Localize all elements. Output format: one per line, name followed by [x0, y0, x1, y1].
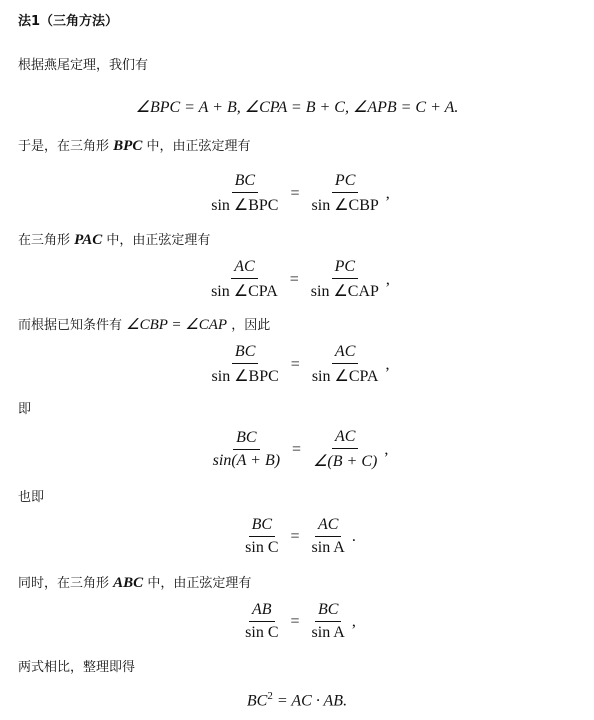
fraction: $\frac{BC}{\sin(A + B)}$: [212, 429, 281, 469]
paragraph-7-triangle: ABC: [113, 575, 144, 591]
fraction: $\frac{AC}{\text{sin ∠CPA}}$: [211, 258, 278, 300]
paragraph-2-pre: 于是，在三角形: [18, 139, 110, 154]
fraction: $\frac{BC}{\text{sin A}}$: [311, 601, 345, 641]
fraction: $\frac{BC}{\text{sin ∠BPC}}$: [211, 343, 279, 385]
equation-4: $\frac{BC}{\text{sin ∠BPC}}$ = $\frac{AC}{\text{sin ∠CPA}}$ ,: [0, 343, 594, 386]
paragraph-4: [18, 317, 270, 334]
fraction: $\frac{AC}{\angle(B + C)}$: [313, 428, 378, 470]
paragraph-3-triangle: PAC: [74, 232, 103, 248]
fraction: $\frac{BC}{\text{sin C}}$: [245, 516, 279, 556]
paragraph-8: 两式相比，整理即得: [18, 660, 136, 675]
equation-7: $\frac{AB}{\text{sin C}}$ = $\frac{BC}{\text{sin A}}$ ,: [0, 601, 594, 642]
paragraph-6: 也即: [18, 490, 45, 505]
equation-1: ∠BPC = A + B, ∠CPA = B + C, ∠APB = C + A.: [135, 99, 459, 116]
equation-3: $\frac{AC}{\text{sin ∠CPA}}$ = $\frac{PC}{\text{sin ∠CAP}}$ ,: [0, 258, 594, 301]
paragraph-7-pre: 同时，在三角形: [18, 576, 110, 591]
fraction: $\frac{AC}{\text{sin A}}$: [311, 516, 345, 556]
paragraph-2: [18, 138, 251, 155]
fraction: $\frac{PC}{\text{sin ∠CBP}}$: [311, 172, 379, 214]
paragraph-4-math: ∠CBP = ∠CAP: [126, 317, 228, 333]
paragraph-4-post: ，因此: [231, 318, 271, 333]
fraction: $\frac{PC}{\text{sin ∠CAP}}$: [310, 258, 379, 300]
fraction: $\frac{AC}{\text{sin ∠CPA}}$: [311, 343, 379, 385]
paragraph-7: [18, 575, 251, 592]
paragraph-1: 根据燕尾定理，我们有: [18, 58, 149, 73]
equation-8: $BC^2$ = AC · AB.: [246, 690, 348, 710]
paragraph-2-triangle: BPC: [113, 138, 143, 154]
paragraph-5: 即: [18, 402, 32, 417]
paragraph-3: [18, 232, 210, 249]
fraction: $\frac{AB}{\text{sin C}}$: [245, 601, 279, 641]
equation-6: $\frac{BC}{\text{sin C}}$ = $\frac{AC}{\text{sin A}}$ .: [0, 516, 594, 557]
section-heading: 法1（三角方法）: [18, 14, 119, 29]
equation-5: $\frac{BC}{\sin(A + B)}$ = $\frac{AC}{\angle(B + C)}$ ,: [0, 428, 594, 471]
paragraph-4-pre: 而根据已知条件有: [18, 318, 123, 333]
paragraph-7-post: 中，由正弦定理有: [147, 576, 252, 591]
fraction: $\frac{BC}{\text{sin ∠BPC}}$: [211, 172, 279, 214]
paragraph-3-post: 中，由正弦定理有: [106, 233, 211, 248]
paragraph-2-post: 中，由正弦定理有: [146, 139, 251, 154]
paragraph-3-pre: 在三角形: [18, 233, 71, 248]
equation-2: $\frac{BC}{\text{sin ∠BPC}}$ = $\frac{PC}{\text{sin ∠CBP}}$ ,: [0, 172, 594, 215]
